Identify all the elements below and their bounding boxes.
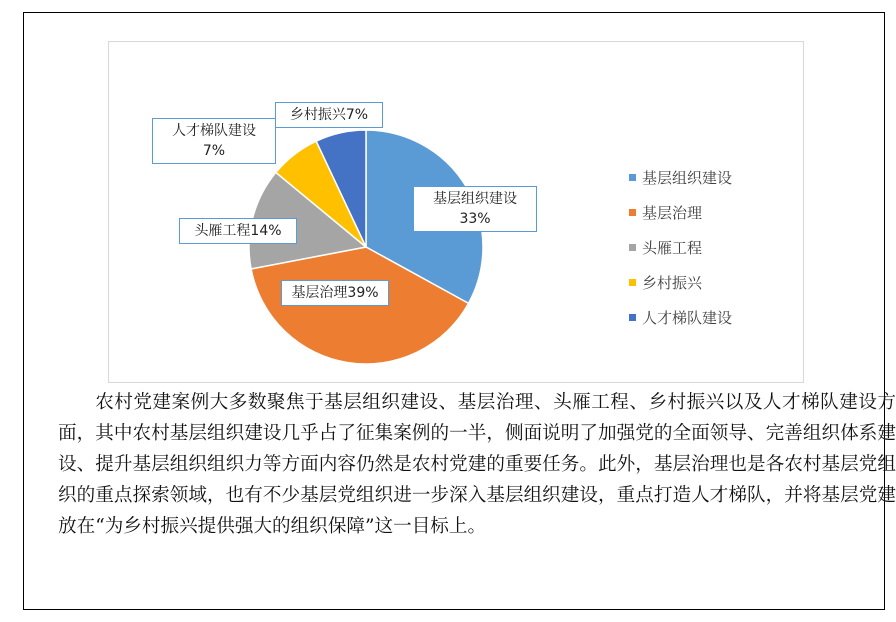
- callout-text: 基层组织建设: [433, 191, 517, 207]
- callout-jiceng-zhili: [281, 280, 389, 306]
- legend-swatch: [629, 244, 636, 251]
- legend-label: 基层组织建设: [642, 169, 733, 187]
- callout-jiceng-zuzhi: [413, 186, 537, 232]
- callout-text: 头雁工程14%: [194, 223, 282, 239]
- legend-item: [629, 230, 732, 265]
- callout-percent: 7%: [202, 143, 226, 159]
- legend-label: 基层治理: [642, 204, 703, 222]
- legend-item: [629, 300, 732, 335]
- legend-item: [629, 160, 732, 195]
- callout-touyan-gongcheng: [179, 218, 297, 244]
- pie-chart-area: [108, 41, 804, 383]
- chart-legend: [629, 160, 732, 335]
- legend-label: 乡村振兴: [642, 274, 703, 292]
- callout-text: 人才梯队建设: [172, 123, 256, 139]
- legend-item: [629, 195, 732, 230]
- legend-swatch: [629, 279, 636, 286]
- legend-swatch: [629, 174, 636, 181]
- body-paragraph: 农村党建案例大多数聚焦于基层组织建设、基层治理、头雁工程、乡村振兴以及人才梯队建设方面，其中农村基层组织建设几乎占了征集案例的一半，侧面说明了加强党的全面领导、完善组织体系建设、提升基层组织组织力等方面内容仍然是农村党建的重要任务。此外，基层治理也是各农村基层党组织的重点探索领域，也有不少基层党组织进一步深入基层组织建设，重点打造人才梯队，并将基层党建放在“为乡村振兴提供强大的组织保障”这一目标上。: [58, 392, 896, 537]
- legend-swatch: [629, 209, 636, 216]
- figure-frame: [23, 12, 896, 610]
- legend-item: [629, 265, 732, 300]
- callout-xiangcun-zhenxing: [275, 102, 383, 128]
- legend-label: 人才梯队建设: [642, 309, 733, 327]
- legend-swatch: [629, 314, 636, 321]
- legend-label: 头雁工程: [642, 239, 703, 257]
- callout-text: 乡村振兴7%: [289, 107, 369, 123]
- callout-text: 基层治理39%: [291, 285, 379, 301]
- callout-percent: 33%: [459, 211, 491, 227]
- callout-rencai-tidui: [152, 118, 276, 164]
